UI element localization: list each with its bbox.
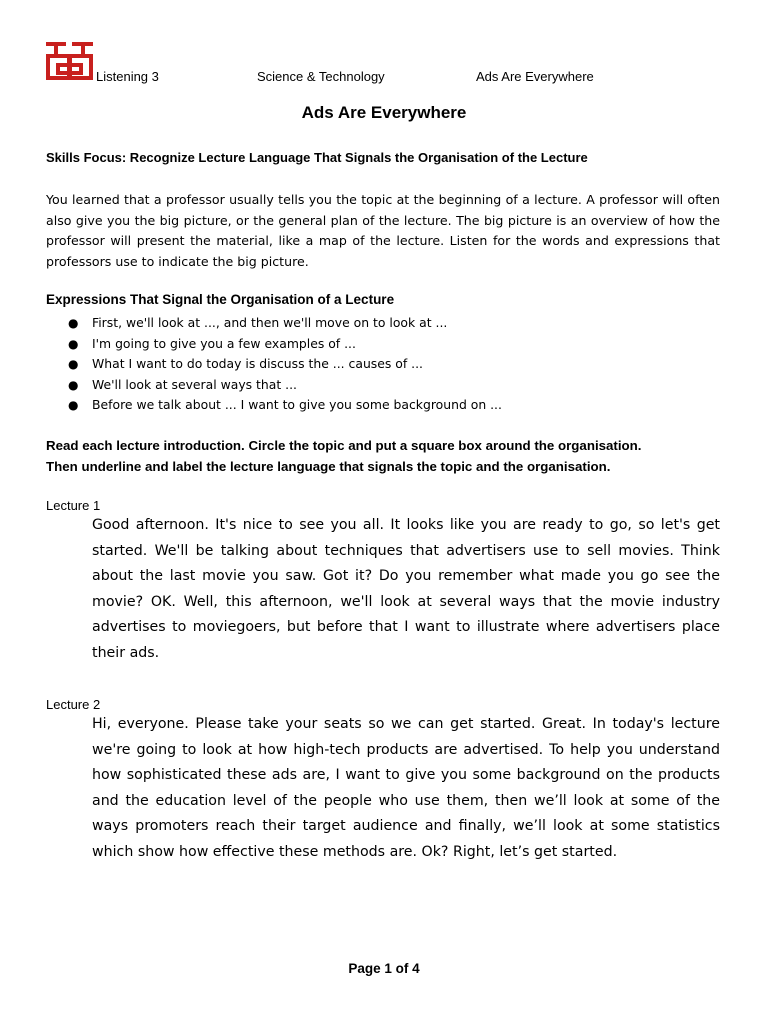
expressions-list [46,313,502,416]
list-item-text: We'll look at several ways that ... [92,376,297,392]
list-item-text: I'm going to give you a few examples of ... [92,335,356,351]
bullet-icon: ● [68,357,79,371]
bullet-icon: ● [68,398,79,412]
list-item [46,375,502,396]
intro-paragraph: You learned that a professor usually tells you the topic at the beginning of a lecture. A professor will often also give you the big picture, or the general plan of the lecture. The big picture is an overview of how the professor will present the material, like a map of the lecture. Listen for the words and expressions that professors use to indicate the big picture. [46,192,720,269]
lecture-2-label: Lecture 2 [46,697,101,712]
list-item [46,313,502,334]
page-number: Page 1 of 4 [348,961,420,976]
list-item [46,395,502,416]
publisher-logo-icon [46,42,93,80]
instructions-line-1: Read each lecture introduction. Circle the topic and put a square box around the organisation. [46,438,642,453]
lecture-1-label: Lecture 1 [46,498,101,513]
lecture-1-text: Good afternoon. It's nice to see you all. It looks like you are ready to go, so let's get started. We'll be talking about techniques that advertisers use to sell movies. Think about the last movie you saw. Got it? Do you remember what made you go see the movie? OK. Well, this afternoon, we'll look at several ways that the movie industry advertises to moviegoers, but before that I want to illustrate where advertisers place their ads. [92,517,720,661]
header-lesson: Ads Are Everywhere [476,69,594,84]
list-item [46,334,502,355]
skills-focus-heading: Skills Focus: Recognize Lecture Language That Signals the Organisation of the Lecture [46,150,588,165]
bullet-icon: ● [68,316,79,330]
bullet-icon: ● [68,377,79,392]
instructions [46,436,642,477]
list-item-text: First, we'll look at ..., and then we'll move on to look at ... [92,315,448,330]
header-unit: Science & Technology [257,69,385,84]
bullet-icon: ● [68,336,79,351]
expressions-heading: Expressions That Signal the Organisation of a Lecture [46,292,395,307]
header-course: Listening 3 [96,69,159,84]
instructions-line-2: Then underline and label the lecture language that signals the topic and the organisation. [46,458,611,474]
list-item [46,354,502,375]
page-title: Ads Are Everywhere [301,103,467,122]
list-item-text: Before we talk about ... I want to give you some background on ... [92,397,502,412]
lecture-2-text: Hi, everyone. Please take your seats so we can get started. Great. In today's lecture we're going to look at how high-tech products are advertised. To help you understand how sophisticated these ads are, I want to give you some background on the products and the education level of the people who use them, then we’ll look at some of the ways promoters reach their target audience and finally, we’ll look at some statistics which show how effective these methods are. Ok? Right, let’s get started. [92,716,720,860]
list-item-text: What I want to do today is discuss the ... causes of ... [92,356,423,371]
